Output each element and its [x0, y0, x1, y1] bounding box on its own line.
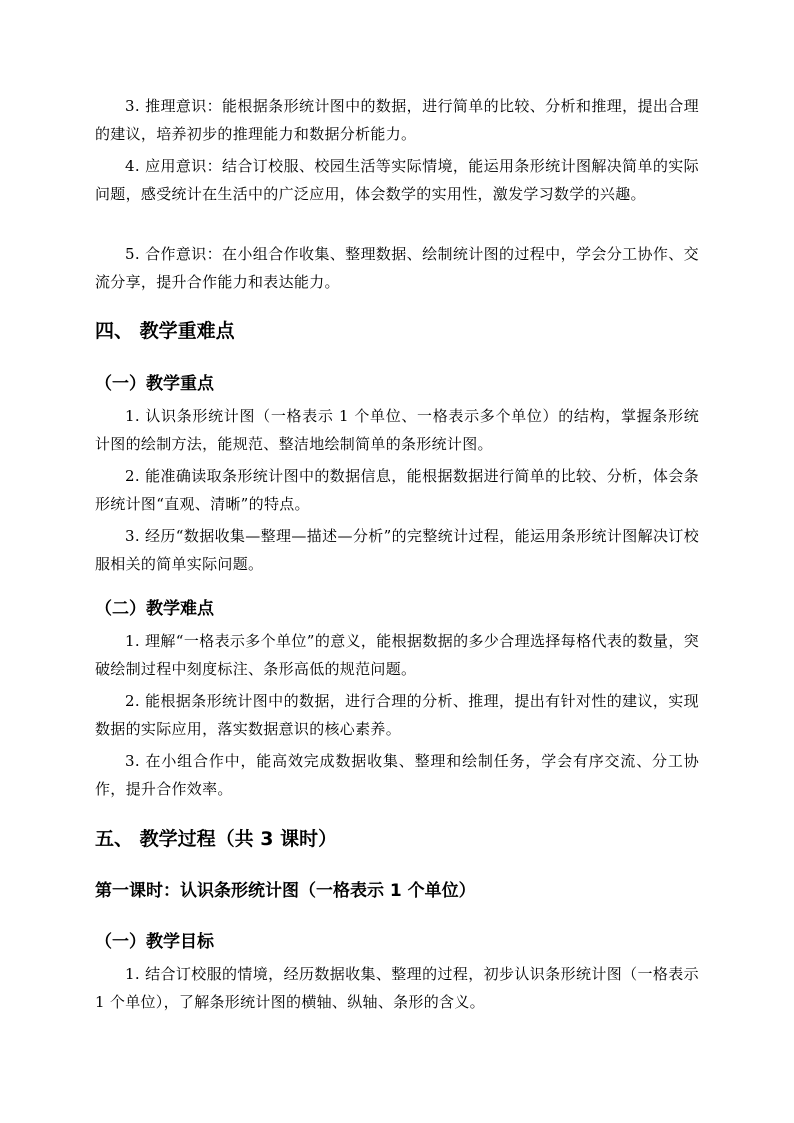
focus-item-1: 1. 认识条形统计图（一格表示 1 个单位、一格表示多个单位）的结构，掌握条形统计图的绘制方法，能规范、整洁地绘制简单的条形统计图。	[95, 407, 699, 453]
focus-item-2: 2. 能准确读取条形统计图中的数据信息，能根据数据进行简单的比较、分析，体会条形统计图“直观、清晰”的特点。	[95, 467, 699, 513]
heading-teaching-difficulty: （二）教学难点	[95, 599, 214, 619]
difficulty-item-1: 1. 理解“一格表示多个单位”的意义，能根据数据的多少合理选择每格代表的数量，突破绘制过程中刻度标注、条形高低的规范问题。	[95, 632, 699, 678]
focus-item-3: 3. 经历“数据收集—整理—描述—分析”的完整统计过程，能运用条形统计图解决订校服相关的简单实际问题。	[95, 527, 699, 573]
heading-teaching-goals: （一）教学目标	[95, 932, 214, 952]
heading-teaching-focus: （一）教学重点	[95, 374, 214, 394]
paragraph-application-awareness: 4. 应用意识：结合订校服、校园生活等实际情境，能运用条形统计图解决简单的实际问题，感受统计在生活中的广泛应用，体会数学的实用性，激发学习数学的兴趣。	[95, 157, 699, 203]
heading-key-difficult-points: 四、 教学重难点	[95, 320, 235, 342]
heading-lesson-one: 第一课时：认识条形统计图（一格表示 1 个单位）	[95, 881, 476, 901]
heading-teaching-process: 五、 教学过程（共 3 课时）	[95, 828, 338, 850]
difficulty-item-3: 3. 在小组合作中，能高效完成数据收集、整理和绘制任务，学会有序交流、分工协作，提升合作效率。	[95, 752, 699, 798]
paragraph-reasoning-awareness: 3. 推理意识：能根据条形统计图中的数据，进行简单的比较、分析和推理，提出合理的建议，培养初步的推理能力和数据分析能力。	[95, 97, 699, 143]
difficulty-item-2: 2. 能根据条形统计图中的数据，进行合理的分析、推理，提出有针对性的建议，实现数据的实际应用，落实数据意识的核心素养。	[95, 692, 699, 738]
goal-item-1: 1. 结合订校服的情境，经历数据收集、整理的过程，初步认识条形统计图（一格表示 1 个单位），了解条形统计图的横轴、纵轴、条形的含义。	[95, 965, 699, 1011]
paragraph-cooperation-awareness: 5. 合作意识：在小组合作收集、整理数据、绘制统计图的过程中，学会分工协作、交流分享，提升合作能力和表达能力。	[95, 245, 699, 291]
